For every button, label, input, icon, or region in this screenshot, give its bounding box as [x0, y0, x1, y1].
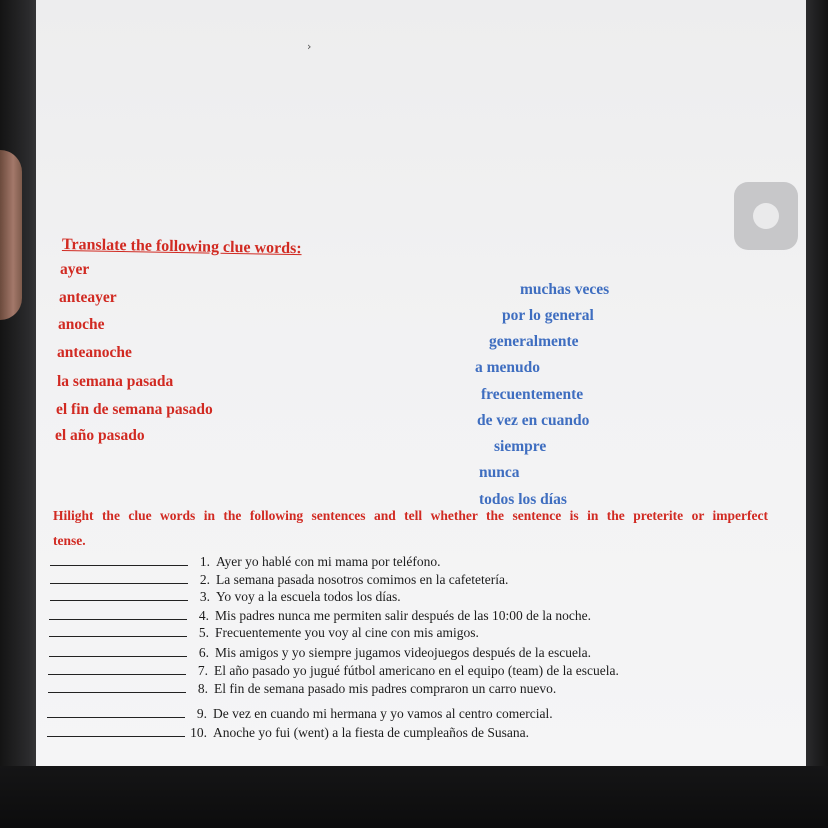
right-clue-word: a menudo	[475, 359, 541, 376]
sentence-row	[50, 572, 508, 588]
sentence-text: Mis padres nunca me permiten salir después de las 10:00 de la noche.	[215, 608, 592, 623]
sentence-number: 6.	[198, 645, 209, 660]
right-clue-word: nunca	[479, 464, 520, 481]
right-clue-word: todos los días	[479, 491, 567, 508]
sentence-row	[49, 608, 591, 624]
instructions-text: Hilight the clue words in the following sentences and tell whether the sentence is in the preterite or imperfect tense.	[53, 508, 768, 548]
tablet-bezel-right	[806, 0, 828, 828]
sentence-number: 4.	[198, 608, 209, 623]
tablet-bezel-left	[0, 0, 40, 828]
sentence-row	[49, 645, 591, 661]
right-clue-word: siempre	[494, 438, 547, 455]
cursor-icon: ›	[307, 40, 312, 53]
left-clue-word: el año pasado	[55, 427, 145, 444]
right-clue-word: por lo general	[502, 307, 594, 324]
sentence-number: 10.	[190, 725, 207, 740]
sentence-row	[47, 706, 553, 722]
sentence-row	[50, 554, 440, 570]
sentence-text: Yo voy a la escuela todos los días.	[216, 589, 401, 604]
answer-blank[interactable]	[49, 625, 187, 637]
sentence-number: 2.	[199, 572, 210, 587]
sentence-number: 3.	[199, 589, 210, 604]
answer-blank[interactable]	[50, 572, 188, 584]
answer-blank[interactable]	[49, 645, 187, 657]
sentence-row	[49, 625, 479, 641]
sentence-row	[50, 589, 401, 605]
right-clue-word: generalmente	[489, 333, 579, 350]
answer-blank[interactable]	[49, 608, 187, 620]
sentence-number: 8.	[197, 681, 208, 696]
sentence-text: Frecuentemente you voy al cine con mis amigos.	[215, 625, 479, 640]
right-clue-word: muchas veces	[520, 281, 610, 298]
left-clue-word: anoche	[58, 316, 105, 333]
sentence-row	[48, 663, 619, 679]
sentence-text: De vez en cuando mi hermana y yo vamos al centro comercial.	[213, 706, 553, 721]
sentence-number: 9.	[196, 706, 207, 721]
left-clue-word: la semana pasada	[57, 373, 174, 390]
sentence-text: La semana pasada nosotros comimos en la cafetetería.	[216, 572, 509, 587]
right-clue-word: de vez en cuando	[477, 412, 590, 429]
sentence-row	[48, 681, 556, 697]
sentence-number: 1.	[199, 554, 210, 569]
answer-blank[interactable]	[47, 725, 185, 737]
sentence-text: Ayer yo hablé con mi mama por teléfono.	[216, 554, 441, 569]
right-clue-word: frecuentemente	[481, 386, 584, 403]
sentence-row	[47, 725, 529, 741]
sentence-number: 5.	[198, 625, 209, 640]
sentence-text: Mis amigos y yo siempre jugamos videojuegos después de la escuela.	[215, 645, 592, 660]
finger-thumb	[0, 150, 22, 320]
answer-blank[interactable]	[48, 681, 186, 693]
answer-blank[interactable]	[48, 663, 186, 675]
answer-blank[interactable]	[50, 589, 188, 601]
left-clue-word: anteanoche	[57, 344, 132, 361]
clue-words-heading: Translate the following clue words:	[61, 236, 302, 258]
answer-blank[interactable]	[47, 706, 185, 718]
left-clue-word: anteayer	[59, 289, 117, 306]
sentence-text: El fin de semana pasado mis padres compraron un carro nuevo.	[214, 681, 557, 696]
sentence-number: 7.	[197, 663, 208, 678]
answer-blank[interactable]	[50, 554, 188, 566]
assistive-touch-icon	[753, 203, 779, 229]
sentence-text: Anoche yo fui (went) a la fiesta de cumpleaños de Susana.	[213, 725, 530, 740]
assistive-touch-button[interactable]	[734, 182, 798, 250]
sentence-text: El año pasado yo jugué fútbol americano en el equipo (team) de la escuela.	[214, 663, 619, 678]
left-clue-word: el fin de semana pasado	[56, 401, 213, 418]
left-clue-word: ayer	[60, 261, 90, 278]
tablet-bezel-bottom	[0, 766, 828, 828]
